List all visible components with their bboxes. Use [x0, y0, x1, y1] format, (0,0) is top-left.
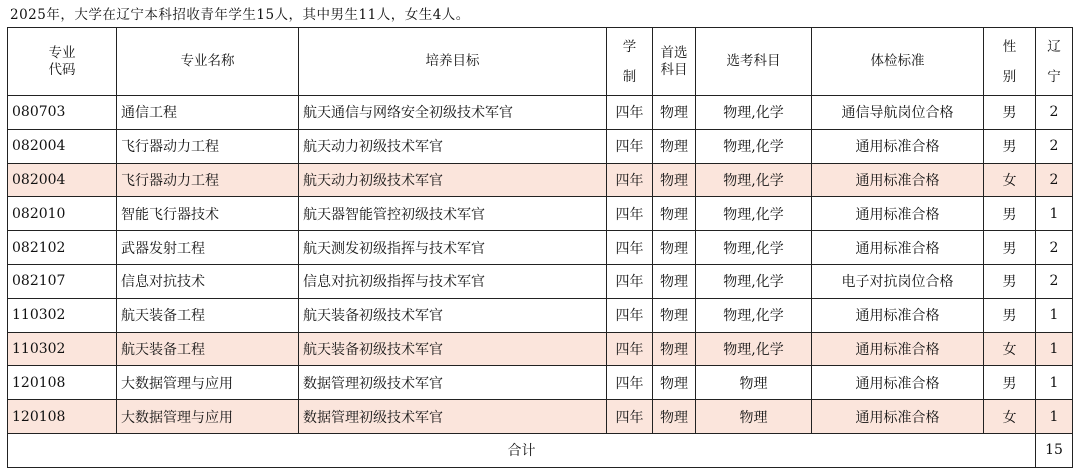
- cell-goal: 航天装备初级技术军官: [299, 332, 607, 366]
- cell-optional-subjects: 物理,化学: [696, 129, 812, 163]
- cell-count: 1: [1036, 400, 1073, 434]
- cell-gender: 男: [984, 264, 1036, 298]
- cell-code: 080703: [8, 96, 117, 130]
- cell-name: 智能飞行器技术: [117, 197, 299, 231]
- cell-goal: 信息对抗初级指挥与技术军官: [299, 264, 607, 298]
- cell-code: 082010: [8, 197, 117, 231]
- cell-first-subject: 物理: [653, 332, 696, 366]
- caption-text: 2025年，大学在辽宁本科招收青年学生15人，其中男生11人，女生4人。: [10, 7, 470, 23]
- cell-first-subject: 物理: [653, 298, 696, 332]
- table-row: [8, 298, 1073, 332]
- cell-physical-standard: 通用标准合格: [812, 366, 984, 400]
- cell-count: 1: [1036, 332, 1073, 366]
- cell-gender: 女: [984, 400, 1036, 434]
- cell-first-subject: 物理: [653, 231, 696, 265]
- header-gender: 性 别: [984, 28, 1036, 96]
- table-row: [8, 96, 1073, 130]
- header-optional-subjects: 选考科目: [696, 28, 812, 96]
- cell-code: 082004: [8, 163, 117, 197]
- cell-name: 信息对抗技术: [117, 264, 299, 298]
- cell-optional-subjects: 物理: [696, 366, 812, 400]
- table-row: [8, 197, 1073, 231]
- cell-code: 120108: [8, 366, 117, 400]
- cell-optional-subjects: 物理,化学: [696, 298, 812, 332]
- cell-goal: 航天动力初级技术军官: [299, 163, 607, 197]
- cell-count: 2: [1036, 231, 1073, 265]
- cell-name: 通信工程: [117, 96, 299, 130]
- table-row: [8, 129, 1073, 163]
- cell-goal: 航天器智能管控初级技术军官: [299, 197, 607, 231]
- cell-goal: 数据管理初级技术军官: [299, 400, 607, 434]
- cell-physical-standard: 通用标准合格: [812, 231, 984, 265]
- table-row: [8, 163, 1073, 197]
- cell-code: 082102: [8, 231, 117, 265]
- table-row: [8, 332, 1073, 366]
- cell-years: 四年: [607, 96, 653, 130]
- cell-goal: 航天动力初级技术军官: [299, 129, 607, 163]
- cell-goal: 航天装备初级技术军官: [299, 298, 607, 332]
- cell-gender: 男: [984, 231, 1036, 265]
- cell-years: 四年: [607, 366, 653, 400]
- cell-name: 航天装备工程: [117, 332, 299, 366]
- cell-goal: 航天测发初级指挥与技术军官: [299, 231, 607, 265]
- cell-code: 110302: [8, 332, 117, 366]
- cell-physical-standard: 通用标准合格: [812, 197, 984, 231]
- cell-count: 2: [1036, 96, 1073, 130]
- cell-first-subject: 物理: [653, 264, 696, 298]
- cell-physical-standard: 通用标准合格: [812, 163, 984, 197]
- cell-optional-subjects: 物理,化学: [696, 231, 812, 265]
- cell-name: 飞行器动力工程: [117, 129, 299, 163]
- total-value: 15: [1036, 433, 1073, 467]
- cell-name: 航天装备工程: [117, 298, 299, 332]
- cell-count: 2: [1036, 163, 1073, 197]
- cell-code: 110302: [8, 298, 117, 332]
- cell-name: 大数据管理与应用: [117, 366, 299, 400]
- cell-physical-standard: 通用标准合格: [812, 298, 984, 332]
- header-province: 辽 宁: [1036, 28, 1073, 96]
- cell-gender: 男: [984, 366, 1036, 400]
- cell-years: 四年: [607, 400, 653, 434]
- cell-gender: 女: [984, 163, 1036, 197]
- cell-count: 2: [1036, 264, 1073, 298]
- cell-years: 四年: [607, 298, 653, 332]
- cell-physical-standard: 通用标准合格: [812, 400, 984, 434]
- enrollment-table: [7, 27, 1073, 468]
- cell-first-subject: 物理: [653, 366, 696, 400]
- cell-first-subject: 物理: [653, 96, 696, 130]
- cell-first-subject: 物理: [653, 400, 696, 434]
- header-name: 专业名称: [117, 28, 299, 96]
- cell-first-subject: 物理: [653, 197, 696, 231]
- cell-gender: 女: [984, 332, 1036, 366]
- header-years: 学 制: [607, 28, 653, 96]
- table-body: [8, 96, 1073, 468]
- header-code: 专业 代码: [8, 28, 117, 96]
- cell-years: 四年: [607, 264, 653, 298]
- cell-years: 四年: [607, 163, 653, 197]
- cell-first-subject: 物理: [653, 163, 696, 197]
- header-goal: 培养目标: [299, 28, 607, 96]
- total-row: [8, 433, 1073, 467]
- cell-optional-subjects: 物理,化学: [696, 163, 812, 197]
- cell-years: 四年: [607, 231, 653, 265]
- cell-gender: 男: [984, 197, 1036, 231]
- cell-years: 四年: [607, 332, 653, 366]
- total-label: 合计: [8, 433, 1036, 467]
- table-row: [8, 264, 1073, 298]
- cell-optional-subjects: 物理,化学: [696, 264, 812, 298]
- cell-years: 四年: [607, 197, 653, 231]
- cell-optional-subjects: 物理: [696, 400, 812, 434]
- cell-physical-standard: 电子对抗岗位合格: [812, 264, 984, 298]
- cell-optional-subjects: 物理,化学: [696, 332, 812, 366]
- table-row: [8, 400, 1073, 434]
- cell-name: 武器发射工程: [117, 231, 299, 265]
- cell-physical-standard: 通用标准合格: [812, 332, 984, 366]
- cell-optional-subjects: 物理,化学: [696, 96, 812, 130]
- cell-physical-standard: 通用标准合格: [812, 129, 984, 163]
- header-physical-standard: 体检标准: [812, 28, 984, 96]
- cell-gender: 男: [984, 129, 1036, 163]
- table-row: [8, 366, 1073, 400]
- cell-name: 大数据管理与应用: [117, 400, 299, 434]
- header-row: [8, 28, 1073, 96]
- cell-physical-standard: 通信导航岗位合格: [812, 96, 984, 130]
- cell-count: 1: [1036, 298, 1073, 332]
- cell-code: 082004: [8, 129, 117, 163]
- cell-count: 2: [1036, 129, 1073, 163]
- table-row: [8, 231, 1073, 265]
- cell-gender: 男: [984, 96, 1036, 130]
- cell-code: 120108: [8, 400, 117, 434]
- cell-optional-subjects: 物理,化学: [696, 197, 812, 231]
- cell-name: 飞行器动力工程: [117, 163, 299, 197]
- cell-gender: 男: [984, 298, 1036, 332]
- cell-goal: 航天通信与网络安全初级技术军官: [299, 96, 607, 130]
- cell-count: 1: [1036, 197, 1073, 231]
- header-first-subject: 首选 科目: [653, 28, 696, 96]
- cell-goal: 数据管理初级技术军官: [299, 366, 607, 400]
- cell-count: 1: [1036, 366, 1073, 400]
- cell-years: 四年: [607, 129, 653, 163]
- cell-code: 082107: [8, 264, 117, 298]
- cell-first-subject: 物理: [653, 129, 696, 163]
